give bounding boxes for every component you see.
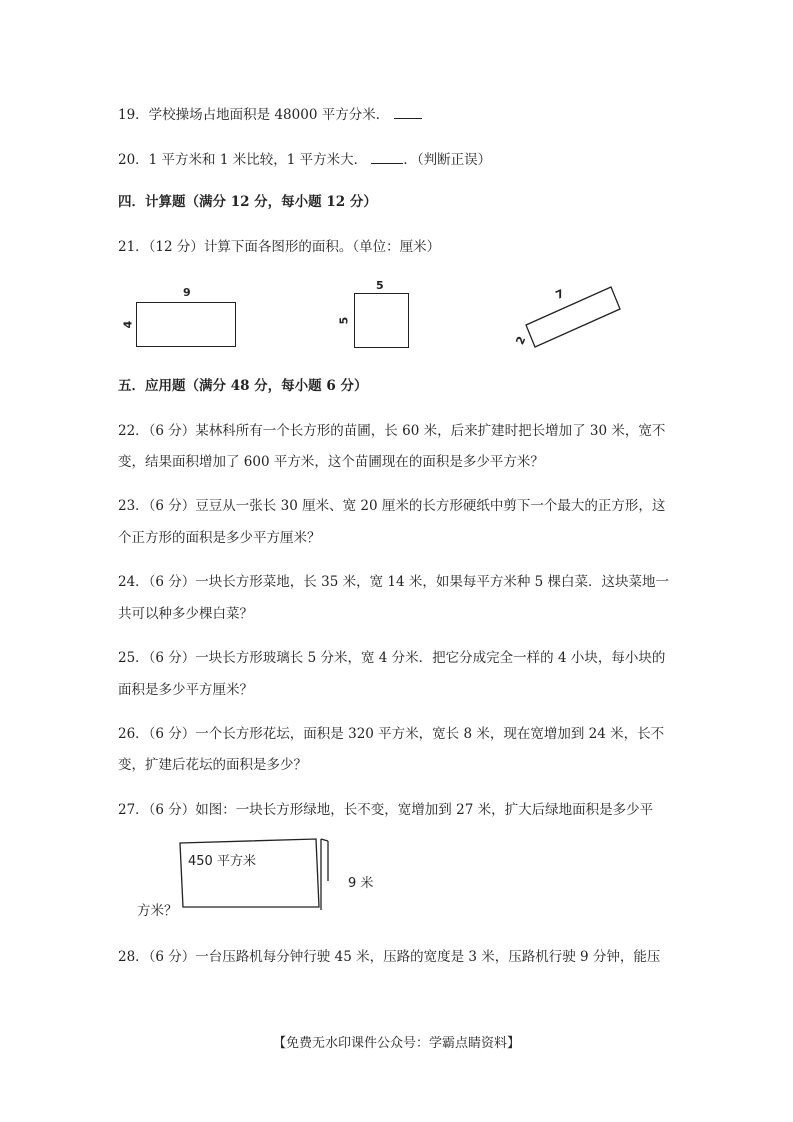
question-19 (118, 104, 422, 124)
section-4-heading: 四．计算题（满分 12 分，每小题 12 分） (118, 194, 377, 210)
question-24-line-1: 24．（6 分）一块长方形菜地，长 35 米，宽 14 米，如果每平方米种 5 棵白菜．这块菜地一 (118, 574, 670, 590)
question-20-suffix: ．（判断正误） (403, 152, 492, 168)
answer-blank-20[interactable] (371, 149, 403, 164)
question-21: 21．（12 分）计算下面各图形的面积。（单位：厘米） (118, 239, 441, 255)
question-22-line-1: 22．（6 分）某林科所有一个长方形的苗圃，长 60 米，后来扩建时把长增加了 30 米，宽不 (118, 423, 666, 439)
field-figure (175, 833, 335, 918)
question-26-line-1: 26．（6 分）一个长方形花坛，面积是 320 平方米，宽长 8 米，现在宽增加到 24 米，长不 (118, 726, 665, 742)
section-5-heading: 五．应用题（满分 48 分，每小题 6 分） (118, 378, 368, 394)
question-23-line-2: 个正方形的面积是多少平方厘米？ (118, 530, 321, 546)
question-25-line-1: 25．（6 分）一块长方形玻璃长 5 分米，宽 4 分米．把它分成完全一样的 4 小块，每小块的 (118, 650, 666, 666)
tilted-rectangle-length-label: 7 (553, 287, 566, 302)
question-26-line-2: 变，扩建后花坛的面积是多少？ (118, 757, 307, 773)
field-area-label: 450 平方米 (188, 854, 256, 869)
rectangle-width-label: 4 (121, 320, 135, 329)
question-25-line-2: 面积是多少平方厘米？ (118, 682, 253, 698)
page-footer: 【免费无水印课件公众号：学霸点睛资料】 (272, 1036, 520, 1051)
rectangle-length-label: 9 (183, 286, 191, 299)
tilted-rectangle-figure (510, 280, 630, 355)
question-20-text: 20．1 平方米和 1 米比较，1 平方米大． (118, 152, 368, 168)
question-24-line-2: 共可以种多少棵白菜？ (118, 606, 253, 622)
question-27-line-1: 27．（6 分）如图：一块长方形绿地，长不变，宽增加到 27 米，扩大后绿地面积是多少平 (118, 802, 654, 818)
question-19-text: 19．学校操场占地面积是 48000 平方分米． (118, 107, 390, 123)
question-22-line-2: 变，结果面积增加了 600 平方米，这个苗圃现在的面积是多少平方米？ (118, 454, 544, 470)
square-figure (354, 293, 409, 348)
question-27-line-2: 方米？ (137, 903, 178, 919)
question-20 (118, 149, 491, 169)
tilted-rectangle-width-label: 2 (513, 334, 529, 347)
rectangle-figure (136, 302, 236, 347)
question-23-line-1: 23．（6 分）豆豆从一张长 30 厘米、宽 20 厘米的长方形硬纸中剪下一个最大的正方形，这 (118, 498, 666, 514)
question-28-line-1: 28．（6 分）一台压路机每分钟行驶 45 米，压路的宽度是 3 米，压路机行驶 9 分钟，能压 (118, 949, 661, 965)
square-top-label: 5 (376, 279, 384, 292)
field-width-label: 9 米 (348, 876, 374, 891)
answer-blank-19[interactable] (394, 104, 422, 119)
square-side-label: 5 (337, 316, 351, 325)
